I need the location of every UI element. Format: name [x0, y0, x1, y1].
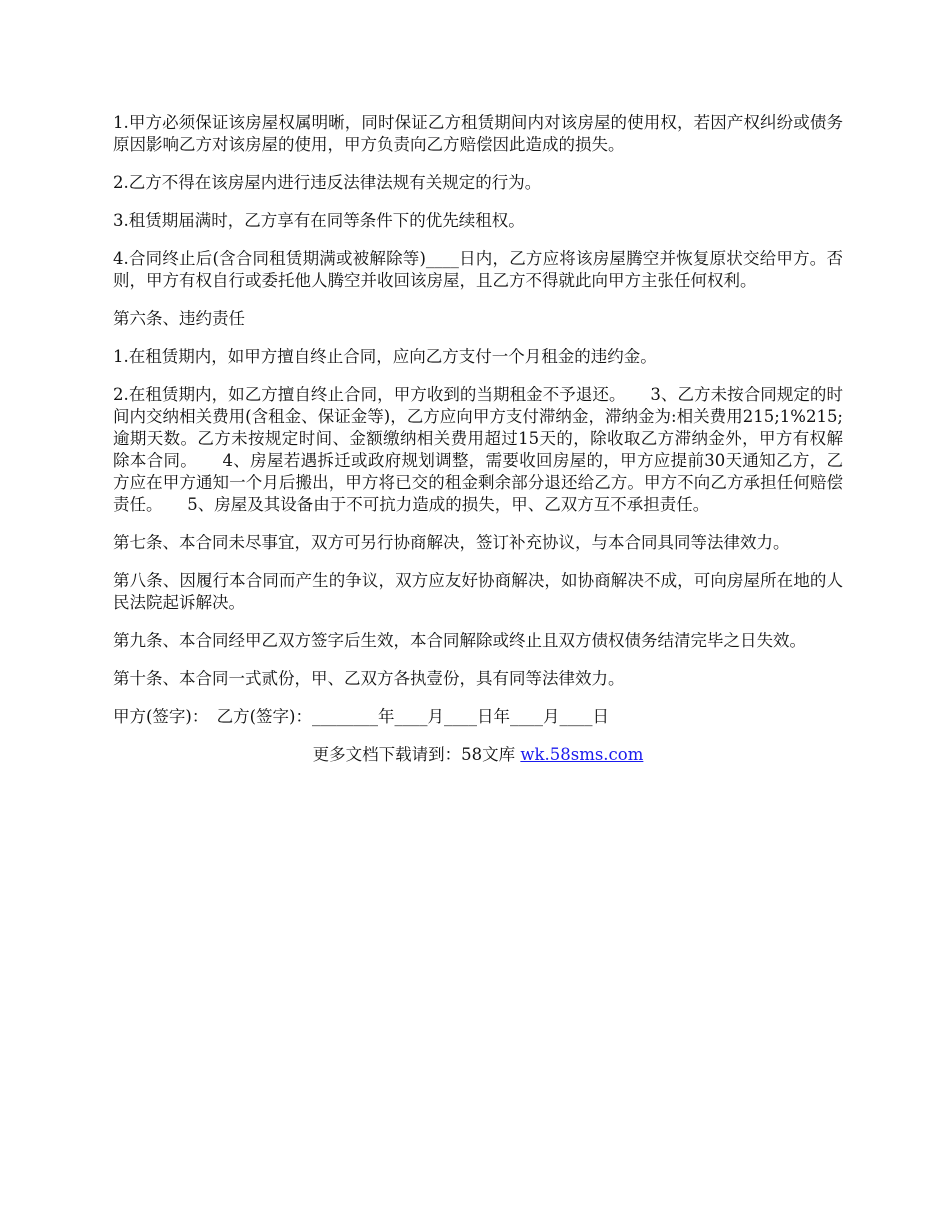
clause-2: 2.乙方不得在该房屋内进行违反法律法规有关规定的行为。: [113, 173, 542, 192]
section-heading-breach: 第六条、违约责任: [113, 309, 245, 328]
clause-1: 1.甲方必须保证该房屋权属明晰，同时保证乙方租赁期间内对该房屋的使用权，若因产权纠纷或债务原因影响乙方对该房屋的使用，甲方负责向乙方赔偿因此造成的损失。: [113, 113, 843, 154]
article-8: 第八条、因履行本合同而产生的争议，双方应友好协商解决，如协商解决不成，可向房屋所在地的人民法院起诉解决。: [113, 571, 843, 612]
breach-clause-1: 1.在租赁期内，如甲方擅自终止合同，应向乙方支付一个月租金的违约金。: [113, 347, 657, 366]
article-9: 第九条、本合同经甲乙双方签字后生效，本合同解除或终止且双方债权债务结清完毕之日失效。: [113, 631, 806, 650]
clause-4: 4.合同终止后(含合同租赁期满或被解除等)____日内，乙方应将该房屋腾空并恢复原状交给甲方。否则，甲方有权自行或委托他人腾空并收回该房屋，且乙方不得就此向甲方主张任何权利。: [113, 249, 843, 290]
footer-link[interactable]: wk.58sms.com: [520, 745, 644, 764]
article-10: 第十条、本合同一式贰份，甲、乙双方各执壹份，具有同等法律效力。: [113, 669, 625, 688]
clause-3: 3.租赁期届满时，乙方享有在同等条件下的优先续租权。: [113, 211, 525, 230]
footer-text: 更多文档下载请到：58文库: [312, 745, 521, 764]
document-body: [113, 112, 843, 766]
download-footer: [113, 744, 843, 766]
signature-line: 甲方(签字)： 乙方(签字)：________年____月____日年____月____日: [113, 707, 609, 726]
article-7: 第七条、本合同未尽事宜，双方可另行协商解决，签订补充协议，与本合同具同等法律效力。: [113, 533, 790, 552]
breach-clause-2: 2.在租赁期内，如乙方擅自终止合同，甲方收到的当期租金不予退还。 3、乙方未按合同规定的时间内交纳相关费用(含租金、保证金等)，乙方应向甲方支付滞纳金，滞纳金为:相关费用215;1%215;逾期天数。乙方未按规定时间、金额缴纳相关费用超过15天的，除收取乙方滞纳金外，甲方有权解除本合同。 4、房屋若遇拆迁或政府规划调整，需要收回房屋的，甲方应提前30天通知乙方，乙方应在甲方通知一个月后搬出，甲方将已交的租金剩余部分退还给乙方。甲方不向乙方承担任何赔偿责任。 5、房屋及其设备由于不可抗力造成的损失，甲、乙双方互不承担责任。: [113, 385, 843, 514]
